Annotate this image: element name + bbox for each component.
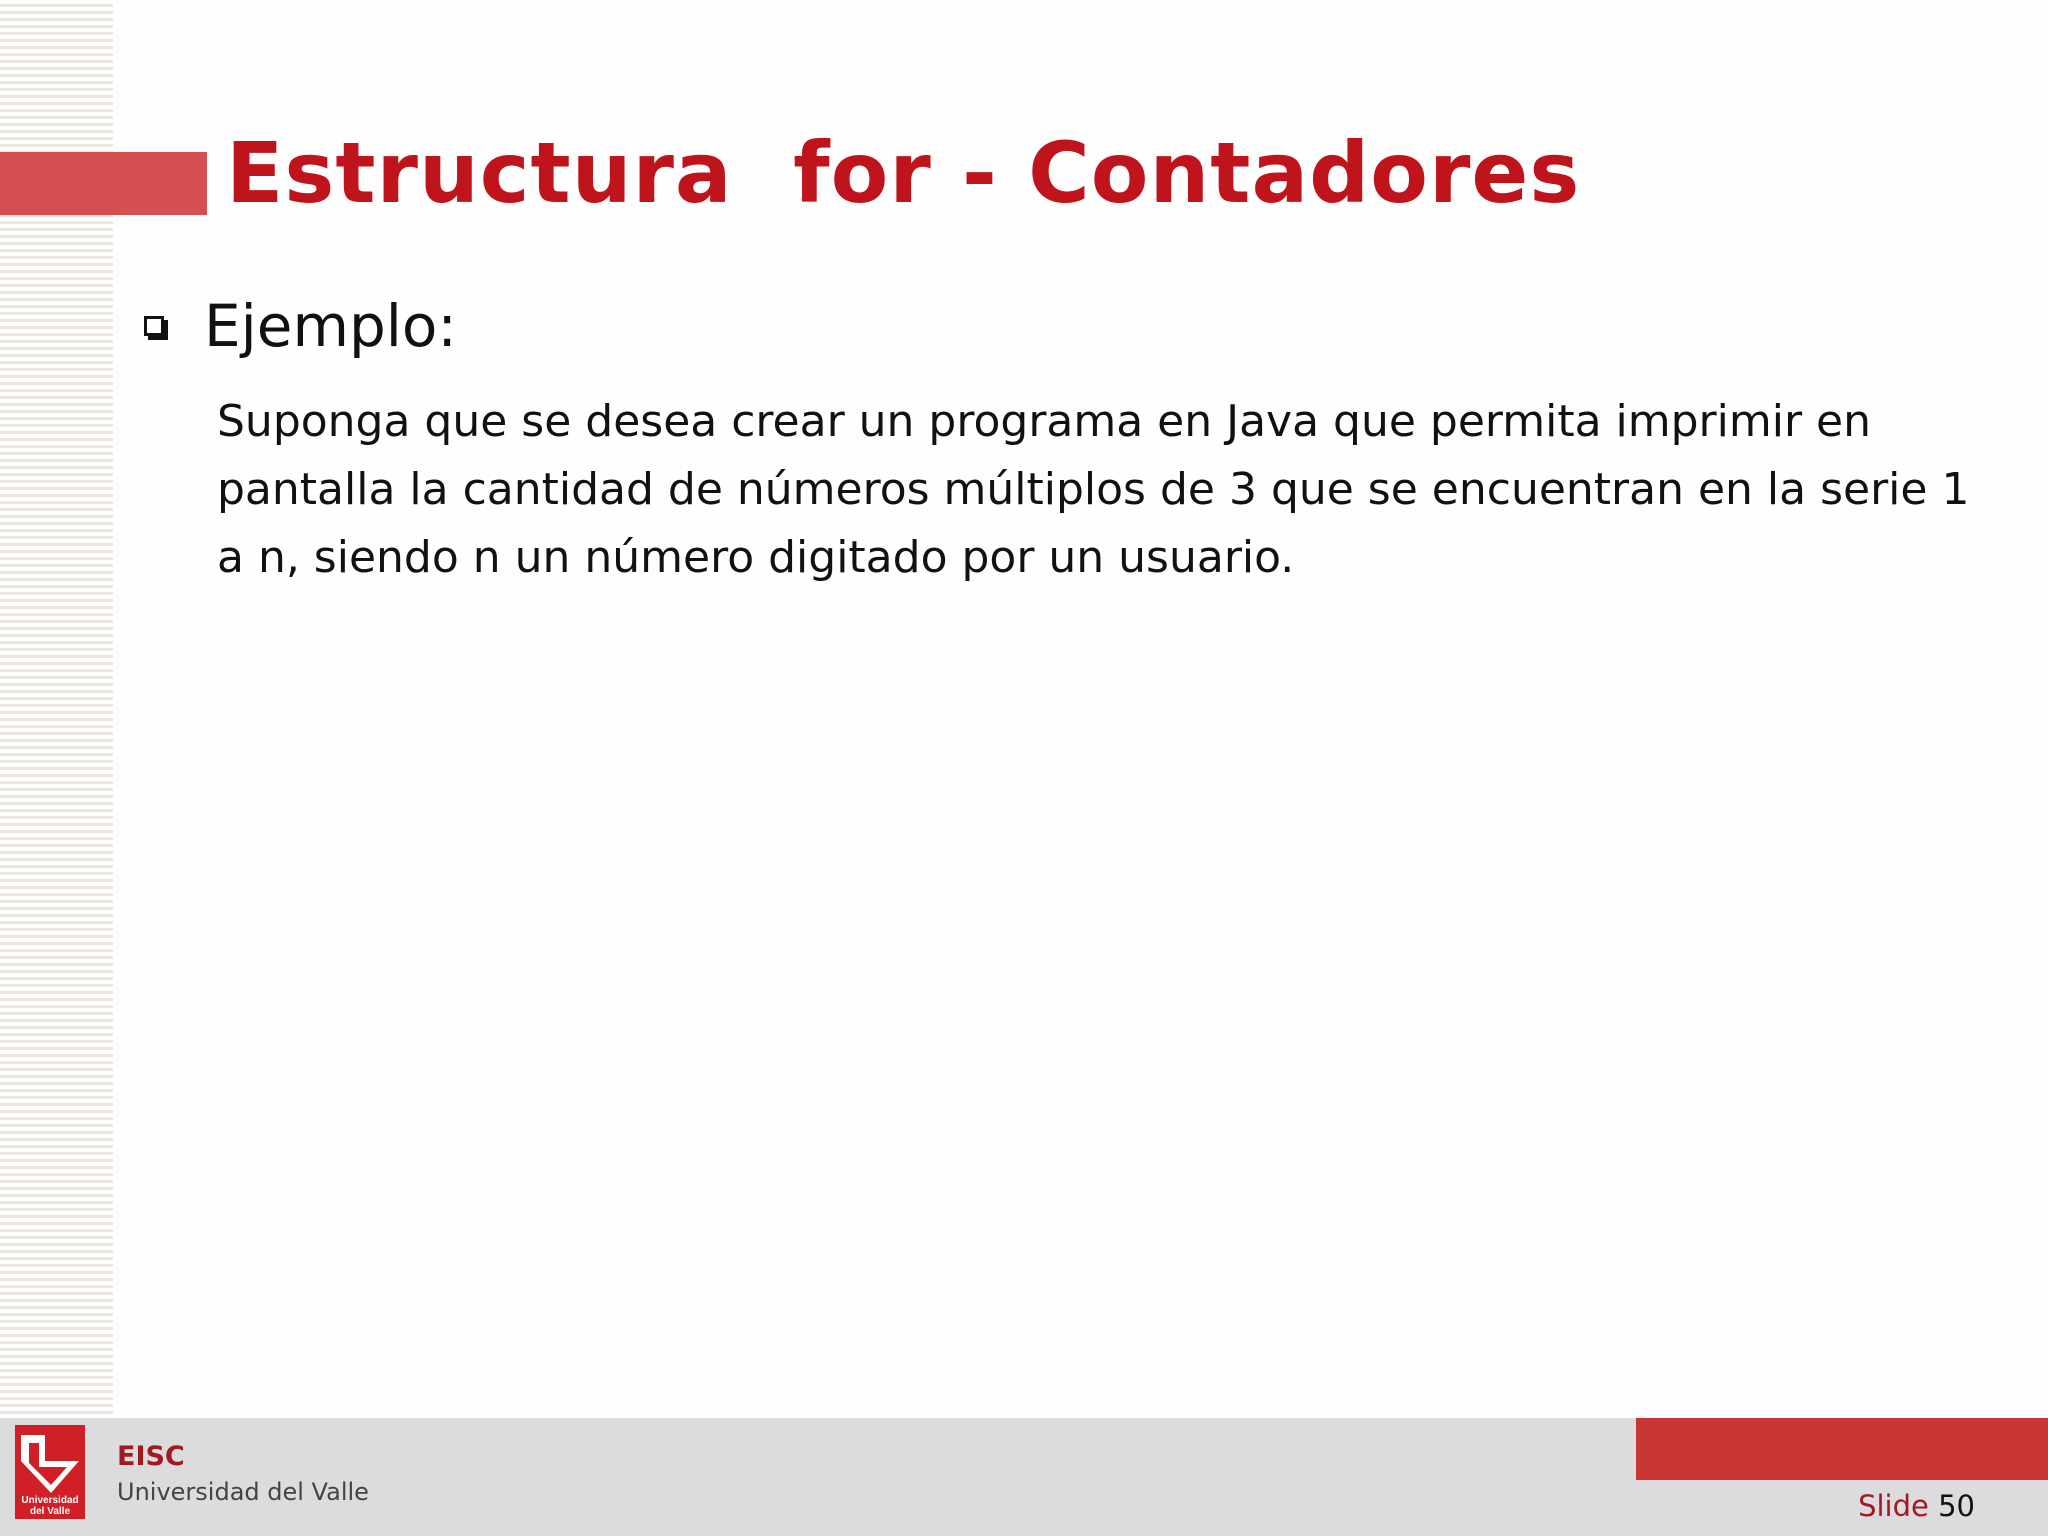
bullet-label: Ejemplo: — [204, 292, 457, 360]
title-accent-bar — [0, 152, 207, 215]
logo-line-1: Universidad — [21, 1495, 79, 1506]
footer-university-name: Universidad del Valle — [117, 1478, 369, 1506]
slide-label: Slide — [1858, 1489, 1929, 1523]
slide-number-value: 50 — [1938, 1489, 1975, 1523]
logo-line-2: del Valle — [29, 1506, 71, 1517]
bullet-item — [144, 290, 457, 362]
slide-number — [1858, 1488, 1975, 1524]
square-bullet-icon — [144, 316, 164, 336]
footer-accent-block — [1636, 1418, 2048, 1480]
university-logo — [15, 1425, 85, 1519]
slide-title: Estructura for - Contadores — [226, 124, 1581, 222]
logo-wordmark — [15, 1495, 85, 1517]
body-paragraph: Suponga que se desea crear un programa en Java que permita imprimir en pantalla la cantidad de números múltiplos de 3 que se encuentran en la serie 1 a n, siendo n un número digitado por un usuario. — [217, 396, 1970, 583]
footer-org-name: EISC — [117, 1441, 185, 1472]
